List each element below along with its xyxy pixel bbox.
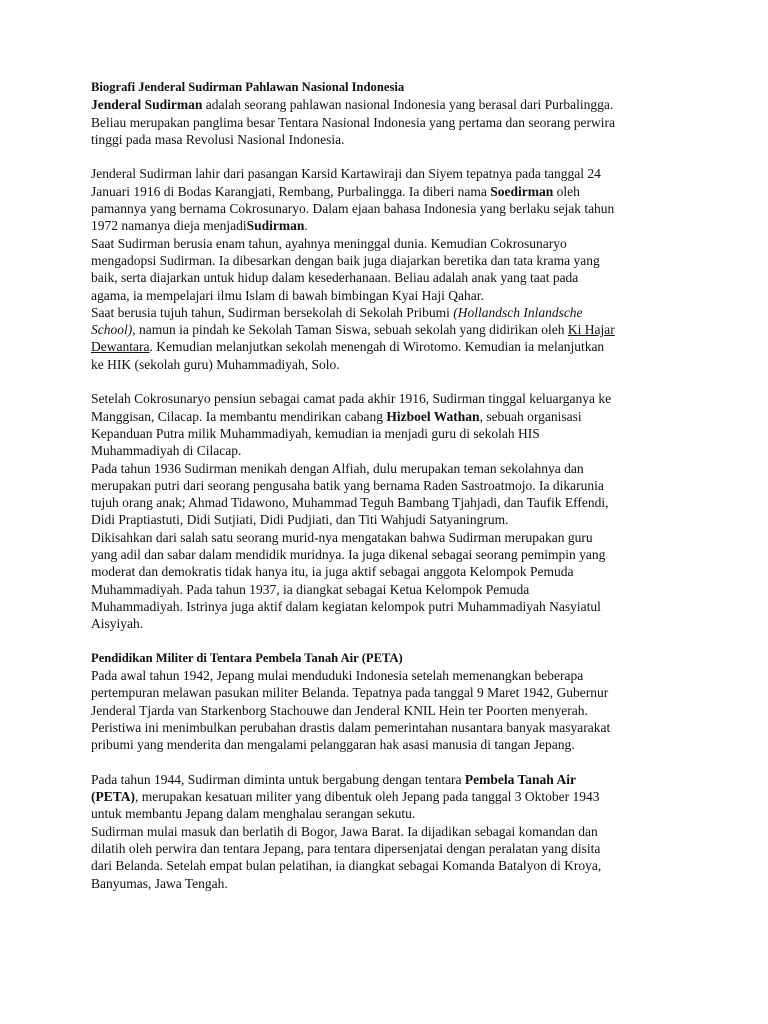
marriage-line-4: Didi Praptiastuti, Didi Sutjiati, Didi Pudjiati, dan Titi Wahjudi Satyaningrum. xyxy=(91,512,509,528)
intro-paragraph xyxy=(91,96,691,148)
school-line-4: ke HIK (sekolah guru) Muhammadiyah, Solo. xyxy=(91,356,340,372)
marriage-line-2: merupakan putri dari seorang pengusaha batik yang bernama Raden Sastroatmojo. Ia dikarunia xyxy=(91,477,604,493)
section-heading-peta: Pendidikan Militer di Tentara Pembela Tanah Air (PETA) xyxy=(91,650,403,665)
ki-hajar-dewantara-link-cont[interactable]: Dewantara xyxy=(91,339,150,355)
peta-line-2a: , merupakan kesatuan militer yang dibentuk oleh Jepang pada tanggal 3 Oktober 1943 xyxy=(135,789,600,805)
childhood-paragraph xyxy=(91,235,691,304)
paragraph-gap xyxy=(91,373,691,390)
training-line-3: dari Belanda. Setelah empat bulan pelatihan, ia diangkat sebagai Komanda Batalyon di Kroya, xyxy=(91,858,602,874)
training-line-4: Banyumas, Jawa Tengah. xyxy=(91,875,228,891)
birth-line-4a: 1972 namanya dieja menjadi xyxy=(91,218,247,234)
birth-name-sudirman: Sudirman xyxy=(246,218,305,234)
training-paragraph xyxy=(91,823,691,892)
childhood-line-1: Saat Sudirman berusia enam tahun, ayahnya meninggal dunia. Kemudian Cokrosunaryo xyxy=(91,235,567,251)
marriage-line-3: tujuh orang anak; Ahmad Tidawono, Muhammad Teguh Bambang Tjahjadi, dan Taufik Effendi, xyxy=(91,495,609,511)
birth-line-2a: Januari 1916 di Bodas Karangjati, Rembang, Purbalingga. Ia diberi nama xyxy=(91,183,491,199)
intro-bold-name: Jenderal Sudirman xyxy=(91,97,203,113)
school-line-3a: . Kemudian melanjutkan sekolah menengah di Wirotomo. Kemudian ia melanjutkan xyxy=(149,339,605,355)
teacher-line-3: moderat dan demokratis tidak hanya itu, ia juga aktif sebagai anggota Kelompok Pemuda xyxy=(91,564,574,580)
document-page xyxy=(91,79,691,892)
school-name-italic-end: School) xyxy=(91,322,133,338)
birth-line-4b: . xyxy=(304,218,308,234)
school-paragraph xyxy=(91,304,691,373)
cilacap-line-2b: , sebuah organisasi xyxy=(479,408,582,424)
paragraph-gap xyxy=(91,148,691,165)
japan-line-1: Pada awal tahun 1942, Jepang mulai menduduki Indonesia setelah memenangkan beberapa xyxy=(91,668,584,684)
marriage-line-1: Pada tahun 1936 Sudirman menikah dengan Alfiah, dulu merupakan teman sekolahnya dan xyxy=(91,460,584,476)
childhood-line-4: agama, ia mempelajari ilmu Islam di bawah bimbingan Kyai Haji Qahar. xyxy=(91,287,484,303)
teacher-line-6: Aisyiyah. xyxy=(91,616,144,632)
intro-line-3: tinggi pada masa Revolusi Nasional Indonesia. xyxy=(91,131,345,147)
cilacap-line-2a: Manggisan, Cilacap. Ia membantu mendirikan cabang xyxy=(91,408,387,424)
birth-paragraph xyxy=(91,165,691,234)
japan-line-2: pertempuran melawan pasukan militer Belanda. Tepatnya pada tanggal 9 Maret 1942, Gubernur xyxy=(91,685,609,701)
cilacap-line-1: Setelah Cokrosunaryo pensiun sebagai camat pada akhir 1916, Sudirman tinggal keluarganya ke xyxy=(91,391,612,407)
training-line-2: dilatih oleh perwira dan tentara Jepang, para tentara dipersenjatai dengan peralatan yang disita xyxy=(91,841,601,857)
peta-bold-name: Pembela Tanah Air xyxy=(464,771,576,787)
teacher-line-5: Muhammadiyah. Istrinya juga aktif dalam kegiatan kelompok putri Muhammadiyah Nasyiatul xyxy=(91,598,601,614)
japan-line-5: pribumi yang menderita dan mengalami pelanggaran hak asasi manusia di tangan Jepang. xyxy=(91,737,575,753)
japan-paragraph xyxy=(91,667,691,753)
teacher-line-4: Muhammadiyah. Pada tahun 1937, ia diangkat sebagai Ketua Kelompok Pemuda xyxy=(91,581,530,597)
cilacap-paragraph xyxy=(91,390,691,459)
training-line-1: Sudirman mulai masuk dan berlatih di Bogor, Jawa Barat. Ia dijadikan sebagai komandan dan xyxy=(91,823,598,839)
birth-name-soedirman: Soedirman xyxy=(490,183,554,199)
teacher-paragraph xyxy=(91,529,691,633)
cilacap-line-4: Muhammadiyah di Cilacap. xyxy=(91,443,242,459)
ki-hajar-dewantara-link[interactable]: Ki Hajar xyxy=(567,322,615,338)
japan-line-3: Jenderal Tjarda van Starkenborg Stachouwe dan Jenderal KNIL Hein ter Poorten menyerah. xyxy=(91,702,588,718)
cilacap-line-3: Kepanduan Putra milik Muhammadiyah, kemudian ia menjadi guru di sekolah HIS xyxy=(91,425,540,441)
birth-line-1: Jenderal Sudirman lahir dari pasangan Karsid Kartawiraji dan Siyem tepatnya pada tanggal 24 xyxy=(91,166,601,182)
hizboel-wathan-bold: Hizboel Wathan xyxy=(386,408,480,424)
school-name-italic: (Hollandsch Inlandsche xyxy=(453,304,583,320)
peta-bold-acronym: (PETA) xyxy=(91,789,135,805)
peta-line-1a: Pada tahun 1944, Sudirman diminta untuk bergabung dengan tentara xyxy=(91,771,465,787)
paragraph-gap xyxy=(91,754,691,771)
intro-line-1: adalah seorang pahlawan nasional Indonesia yang berasal dari Purbalingga. xyxy=(202,97,614,113)
school-line-2a: , namun ia pindah ke Sekolah Taman Siswa, sebuah sekolah yang didirikan oleh xyxy=(132,322,568,338)
marriage-paragraph xyxy=(91,460,691,529)
birth-line-2b: oleh xyxy=(553,183,580,199)
childhood-line-2: mengadopsi Sudirman. Ia dibesarkan dengan baik juga diajarkan beretika dan tata krama yang xyxy=(91,252,600,268)
paragraph-gap xyxy=(91,633,691,650)
teacher-line-1: Dikisahkan dari salah satu seorang murid-nya mengatakan bahwa Sudirman merupakan guru xyxy=(91,529,593,545)
document-title: Biografi Jenderal Sudirman Pahlawan Nasional Indonesia xyxy=(91,80,405,94)
intro-line-2: Beliau merupakan panglima besar Tentara Nasional Indonesia yang pertama dan seorang perwira xyxy=(91,114,615,130)
childhood-line-3: baik, serta diajarkan untuk hidup dalam kesederhanaan. Beliau adalah anak yang taat pada xyxy=(91,270,579,286)
teacher-line-2: yang adil dan sabar dalam mendidik muridnya. Ia juga dikenal sebagai seorang pemimpin yang xyxy=(91,547,606,563)
school-line-1a: Saat berusia tujuh tahun, Sudirman bersekolah di Sekolah Pribumi xyxy=(91,304,454,320)
japan-line-4: Peristiwa ini menimbulkan perubahan drastis dalam pemerintahan nusantara banyak masyarakat xyxy=(91,719,611,735)
peta-line-3: untuk membantu Jepang dalam menghalau serangan sekutu. xyxy=(91,806,416,822)
peta-paragraph xyxy=(91,771,691,823)
birth-line-3: pamannya yang bernama Cokrosunaryo. Dalam ejaan bahasa Indonesia yang berlaku sejak tahun xyxy=(91,201,615,217)
